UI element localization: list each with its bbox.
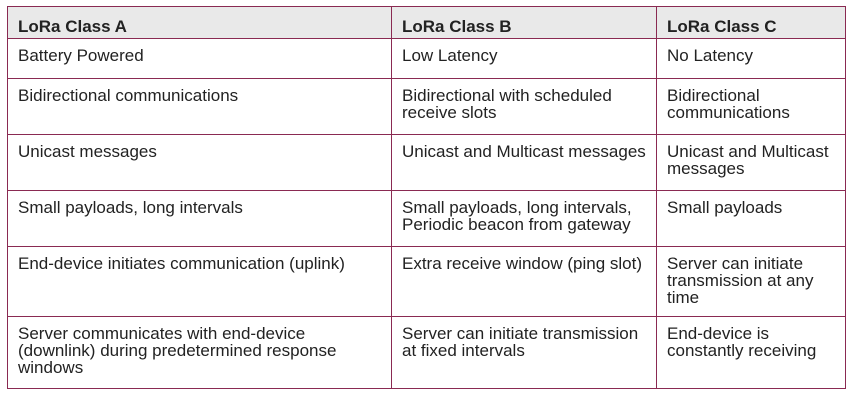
cell-class-c: No Latency [657, 39, 846, 79]
cell-class-c: Bidirectional communications [657, 79, 846, 135]
cell-class-b: Unicast and Multicast messages [392, 135, 657, 191]
header-class-a: LoRa Class A [8, 7, 392, 39]
cell-class-c: End-device is constantly receiving [657, 317, 846, 389]
table-row [8, 39, 846, 79]
table-row [8, 135, 846, 191]
cell-class-b: Extra receive window (ping slot) [392, 247, 657, 317]
table-body [8, 39, 846, 389]
cell-class-b: Bidirectional with scheduled receive slots [392, 79, 657, 135]
header-row [8, 7, 846, 39]
cell-class-a: Small payloads, long intervals [8, 191, 392, 247]
table-row [8, 317, 846, 389]
lora-class-comparison-table [7, 6, 846, 389]
header-class-c: LoRa Class C [657, 7, 846, 39]
table-header [8, 7, 846, 39]
cell-class-c: Small payloads [657, 191, 846, 247]
table-row [8, 191, 846, 247]
cell-class-b: Server can initiate transmission at fixed intervals [392, 317, 657, 389]
cell-class-a: Server communicates with end-device (downlink) during predetermined response windows [8, 317, 392, 389]
lora-class-table-container [7, 6, 846, 389]
cell-class-a: Battery Powered [8, 39, 392, 79]
cell-class-b: Low Latency [392, 39, 657, 79]
table-row [8, 247, 846, 317]
header-class-b: LoRa Class B [392, 7, 657, 39]
cell-class-a: End-device initiates communication (uplink) [8, 247, 392, 317]
cell-class-c: Unicast and Multicast messages [657, 135, 846, 191]
cell-class-a: Unicast messages [8, 135, 392, 191]
cell-class-b: Small payloads, long intervals, Periodic beacon from gateway [392, 191, 657, 247]
table-row [8, 79, 846, 135]
cell-class-a: Bidirectional communications [8, 79, 392, 135]
cell-class-c: Server can initiate transmission at any time [657, 247, 846, 317]
